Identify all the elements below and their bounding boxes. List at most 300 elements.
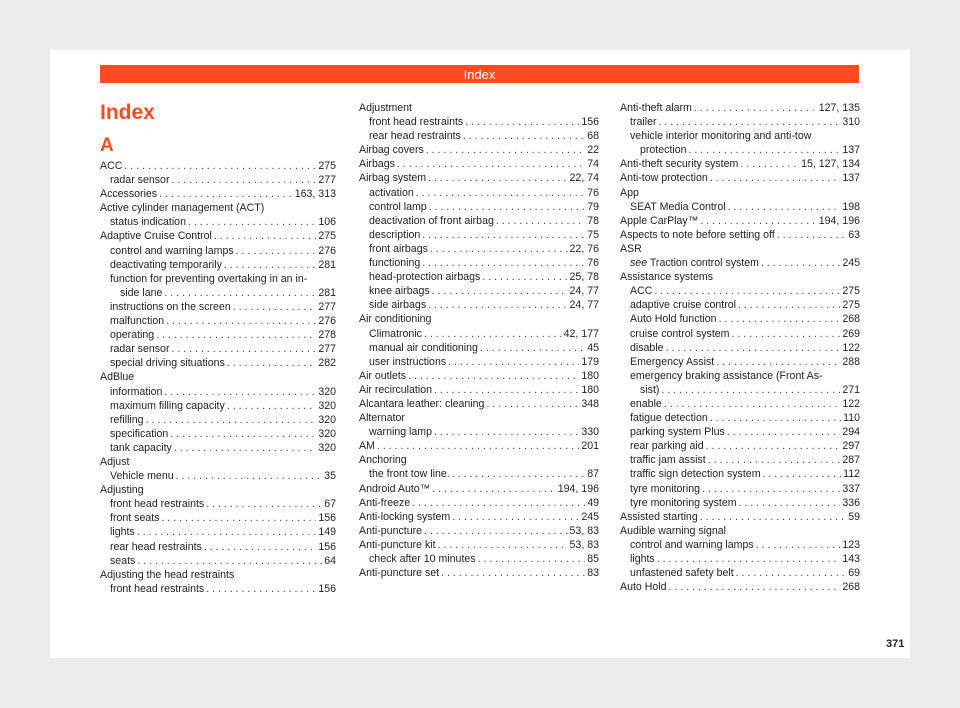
index-entry-label: tyre monitoring [630,482,701,495]
index-entry-label: head-protection airbags [369,271,481,284]
index-entry [100,469,336,483]
leader-dots [694,101,817,115]
index-entry-page: 69 [848,567,860,580]
leader-dots [430,242,568,256]
index-entry-page: 127, 135 [818,102,860,114]
index-entry-page: 25, 78 [569,271,599,284]
index-entry-page: 137 [842,172,860,185]
index-entry [359,298,599,312]
index-entry [620,566,860,580]
index-entry-label: Emergency Assist [630,355,715,368]
index-entry [620,115,860,129]
index-entry-label: see Traction control system [630,257,759,270]
index-entry [620,242,860,256]
index-entry-label: Adjusting the head restraints [100,568,235,581]
index-entry-label: front head restraints [110,582,205,595]
index-entry-label: disable [630,341,664,354]
index-entry-page: 320 [318,385,336,398]
index-entry [100,385,336,399]
index-entry-page: 149 [318,526,336,539]
index-entry [620,524,860,538]
leader-dots [428,171,567,185]
index-entry-page: 137 [842,144,860,157]
index-entry-label: parking system Plus [630,426,725,439]
index-entry [100,582,336,596]
leader-dots [422,228,585,242]
index-entry-label: malfunction [110,315,165,328]
index-entry-page: 45 [587,341,599,354]
index-entry [620,186,860,200]
leader-dots [377,439,579,453]
leader-dots [224,258,316,272]
leader-dots [161,511,316,525]
index-entry-page: 163, 313 [294,188,336,201]
index-entry-page: 348 [581,397,599,410]
index-entry [100,159,336,173]
index-entry-page: 194, 196 [557,482,599,495]
index-entry [100,511,336,525]
index-entry [100,399,336,413]
leader-dots [756,538,841,552]
index-entry-page: 180 [581,369,599,382]
leader-dots [124,159,316,173]
index-entry-page: 320 [318,413,336,426]
leader-dots [669,580,841,594]
index-entry-page: 122 [842,341,860,354]
index-entry-label: Anti-theft security system [620,158,739,171]
index-entry [359,369,599,383]
index-entry-label: fatigue detection [630,412,708,425]
index-entry-page: 320 [318,441,336,454]
index-entry-page: 75 [587,228,599,241]
index-entry-label: Android Auto™ [359,482,431,495]
leader-dots [706,439,841,453]
index-entry [100,568,336,582]
index-entry-label: Air conditioning [359,313,432,326]
leader-dots [434,383,579,397]
index-entry [100,413,336,427]
leader-dots [206,582,316,596]
index-entry-page: 271 [842,383,860,396]
index-entry [359,200,599,214]
index-entry [620,298,860,312]
index-entry-label: vehicle interior monitoring and anti-tow [630,130,812,143]
index-entry-label: activation [369,186,414,199]
index-entry-page: 320 [318,399,336,412]
index-entry [359,284,599,298]
index-entry [620,200,860,214]
index-entry [620,383,860,397]
index-entry [620,355,860,369]
index-entry [359,496,599,510]
leader-dots [732,327,841,341]
index-entry-label: instructions on the screen [110,300,231,313]
index-entry [100,328,336,342]
index-entry-page: 276 [318,244,336,257]
index-entry-label: Anchoring [359,454,407,467]
leader-dots [429,200,586,214]
index-entry [359,341,599,355]
index-entry-page: 63 [848,228,860,241]
index-entry-label: enable [630,397,662,410]
leader-dots [206,497,322,511]
index-entry-label: tyre monitoring system [630,496,737,509]
index-entry [359,186,599,200]
leader-dots [452,510,579,524]
leader-dots [763,467,842,481]
index-entry-page: 24, 77 [569,285,599,298]
index-entry-label: functioning [369,257,421,270]
index-entry-label: operating [110,329,155,342]
index-entry-page: 83 [587,567,599,580]
index-entry [359,425,599,439]
index-entry [100,300,336,314]
leader-dots [397,157,585,171]
leader-dots [428,298,567,312]
index-entry [620,482,860,496]
index-entry-page: 320 [318,427,336,440]
leader-dots [710,171,841,185]
index-entry-label: Anti-puncture kit [359,538,436,551]
index-entry [620,284,860,298]
index-page [50,50,910,658]
index-entry-page: 281 [318,286,336,299]
index-entry [359,171,599,185]
leader-dots [164,385,316,399]
index-entry-label: control and warning lamps [110,244,234,257]
index-entry-page: 53, 83 [569,524,599,537]
index-entry-label: control lamp [369,200,427,213]
index-entry-page: 275 [318,160,336,172]
index-entry-label: Vehicle menu [110,470,174,483]
index-entry [620,580,860,594]
leader-dots [438,538,568,552]
index-entry [359,397,599,411]
header-bar [100,65,859,83]
leader-dots [233,300,317,314]
index-entry-label: rear parking aid [630,440,704,453]
index-entry-page: 156 [318,512,336,525]
index-entry-label: maximum filling capacity [110,399,225,412]
index-entry-page: 337 [842,482,860,495]
index-entry [359,439,599,453]
index-entry-page: 281 [318,258,336,271]
index-entry-label: refilling [110,413,144,426]
leader-dots [434,425,579,439]
index-entry-page: 282 [318,357,336,370]
index-entry-page: 245 [581,510,599,523]
leader-dots [480,341,585,355]
index-entry [359,552,599,566]
index-entry [359,510,599,524]
index-entry-page: 110 [843,412,860,425]
index-entry [620,101,860,115]
leader-dots [719,312,841,326]
leader-dots [424,524,568,538]
leader-dots [164,286,316,300]
index-entry [100,554,336,568]
index-entry [359,129,599,143]
index-entry-page: 106 [318,216,336,229]
index-entry [620,425,860,439]
index-entry-page: 22, 76 [569,242,599,255]
index-entry-page: 275 [842,299,860,312]
index-entry-page: 67 [324,498,336,511]
index-entry [620,171,860,185]
index-entry-label: Anti-freeze [359,496,411,509]
leader-dots [171,342,316,356]
index-entry [620,552,860,566]
index-entry-label: Assisted starting [620,510,698,523]
leader-dots [761,256,840,270]
index-entry-label: ASR [620,242,642,255]
index-entry-page: 35 [324,470,336,483]
index-entry [100,356,336,370]
index-entry-page: 268 [842,313,860,326]
index-entry [620,228,860,242]
index-entry [100,370,336,384]
index-entry [620,453,860,467]
section-letter: A [100,135,114,156]
index-entry-page: 78 [587,214,599,227]
leader-dots [156,328,316,342]
index-entry-label: Airbag system [359,172,427,185]
index-entry-page: 59 [848,510,860,523]
index-entry-label: sist) [640,383,660,396]
index-entry [620,256,860,270]
index-entry [100,342,336,356]
leader-dots [174,441,316,455]
index-entry-page: 275 [842,285,860,298]
index-entry-label: function for preventing overtaking in an in- [110,272,308,285]
index-entry-label: side airbags [369,299,427,312]
index-entry-label: Active cylinder management (ACT) [100,202,265,215]
leader-dots [166,314,316,328]
leader-dots [738,298,840,312]
index-entry-page: 15, 127, 134 [801,158,860,171]
index-entry [100,272,336,286]
index-entry [100,441,336,455]
index-entry-label: protection [640,144,687,157]
index-entry [100,427,336,441]
leader-dots [716,355,840,369]
index-entry-label: front airbags [369,242,428,255]
leader-dots [176,469,323,483]
index-entry-label: information [110,385,163,398]
index-entry-page: 68 [587,130,599,143]
leader-dots [408,369,579,383]
index-entry [100,187,336,201]
index-entry [100,286,336,300]
index-entry-label: control and warning lamps [630,538,754,551]
index-entry-page: 24, 77 [569,299,599,312]
leader-dots [659,115,841,129]
index-entry-page: 310 [842,116,860,129]
index-entry-page: 294 [842,426,860,439]
index-entry-label: radar sensor [110,343,170,356]
index-entry-label: Airbags [359,158,395,171]
leader-dots [137,554,322,568]
leader-dots [740,157,799,171]
index-entry [359,467,599,481]
index-entry [100,244,336,258]
header-title: Index [463,66,496,82]
leader-dots [654,284,840,298]
index-entry-page: 87 [587,468,599,481]
index-entry-label: tank capacity [110,441,172,454]
index-entry-page: 179 [581,355,599,368]
index-entry-page: 330 [581,426,599,439]
index-entry [359,355,599,369]
index-entry [359,270,599,284]
leader-dots [412,496,585,510]
index-entry-label: adaptive cruise control [630,299,736,312]
leader-dots [657,552,841,566]
index-entry [359,411,599,425]
index-entry-page: 277 [318,343,336,356]
leader-dots [465,115,579,129]
leader-dots [700,510,846,524]
leader-dots [482,270,567,284]
index-entry-label: manual air conditioning [369,341,478,354]
leader-dots [448,355,579,369]
index-entry-page: 275 [318,230,336,243]
index-entry [359,383,599,397]
index-entry [100,497,336,511]
index-entry-label: lights [110,526,135,539]
leader-dots [666,341,841,355]
leader-dots [227,356,316,370]
index-entry [620,439,860,453]
index-entry [620,369,860,383]
leader-dots [664,397,841,411]
index-entry-label: emergency braking assistance (Front As- [630,369,823,382]
index-entry [100,525,336,539]
index-entry-page: 49 [587,496,599,509]
index-entry-label: check after 10 minutes [369,553,476,565]
leader-dots [146,413,317,427]
index-entry-label: Air outlets [359,369,407,382]
index-entry-page: 74 [587,158,599,171]
leader-dots [171,173,316,187]
index-entry-label: user instructions [369,355,447,368]
index-entry [100,173,336,187]
leader-dots [426,143,585,157]
index-entry-label: special driving situations [110,357,225,370]
index-entry-label: seats [110,554,136,567]
index-entry-page: 277 [318,300,336,313]
index-entry-label: Airbag covers [359,144,424,157]
index-entry-label: SEAT Media Control [630,200,726,213]
index-entry-label: Assistance systems [620,271,714,284]
index-entry-label: radar sensor [110,174,170,187]
leader-dots [236,244,317,258]
index-entry-label: AM [359,440,375,453]
index-entry-label: specification [110,427,169,440]
index-entry-label: description [369,228,421,241]
index-entry [620,270,860,284]
leader-dots [422,256,585,270]
index-entry [359,312,599,326]
leader-dots [159,187,293,201]
index-entry [620,157,860,171]
index-entry [620,341,860,355]
index-entry [100,540,336,554]
index-entry-label: AdBlue [100,371,135,384]
leader-dots [214,229,316,243]
index-entry [359,115,599,129]
index-entry-page: 156 [318,582,336,595]
index-entry-page: 268 [842,581,860,594]
index-entry-label: front seats [110,512,160,525]
index-entry-label: Accessories [100,188,158,201]
leader-dots [424,327,562,341]
index-entry-label: Climatronic [369,327,422,340]
index-entry-label: rear head restraints [110,540,202,553]
index-entry-page: 122 [842,397,860,410]
index-entry-label: cruise control system [630,327,730,340]
leader-dots [137,525,317,539]
index-column-3 [620,101,860,594]
index-entry-page: 276 [318,315,336,328]
index-entry [620,411,860,425]
index-entry [100,215,336,229]
leader-dots [710,411,841,425]
index-entry-label: rear head restraints [369,130,461,143]
index-entry-label: Adjusting [100,484,144,497]
index-entry-page: 112 [843,468,860,481]
index-entry-page: 336 [842,496,860,509]
index-entry [620,312,860,326]
index-entry-label: App [620,186,639,199]
leader-dots [486,397,579,411]
index-entry [359,566,599,580]
index-entry [620,510,860,524]
index-column-1 [100,159,336,596]
index-entry-label: unfastened safety belt [630,567,734,580]
index-entry-label: Alternator [359,412,405,425]
leader-dots [188,215,316,229]
index-entry-label: Alcantara leather: cleaning [359,397,485,410]
leader-dots [700,214,816,228]
index-entry-page: 64 [324,554,336,567]
index-entry-label: the front tow line. [369,468,450,481]
index-entry-label: Auto Hold [620,581,667,594]
index-entry-page: 42, 177 [563,327,599,340]
index-entry-page: 277 [318,174,336,187]
index-entry [359,101,599,115]
index-entry-label: Air recirculation [359,383,433,396]
index-entry-label: Aspects to note before setting off [620,228,775,241]
index-entry-label: warning lamp [369,426,433,439]
leader-dots [739,496,841,510]
index-entry-page: 194, 196 [818,214,860,227]
index-entry-label: ACC [630,285,653,298]
index-entry [620,129,860,143]
index-entry-label: Anti-tow protection [620,172,708,185]
index-entry [100,258,336,272]
index-entry [359,228,599,242]
index-entry-label: Anti-theft alarm [620,102,692,114]
index-entry-label: knee airbags [369,285,430,298]
index-entry-page: 180 [581,383,599,396]
leader-dots [463,129,585,143]
index-entry-label: side lane [120,286,163,299]
index-entry-label: Anti-locking system [359,510,451,523]
leader-dots [727,425,841,439]
index-entry-page: 201 [581,440,599,453]
leader-dots [416,186,585,200]
